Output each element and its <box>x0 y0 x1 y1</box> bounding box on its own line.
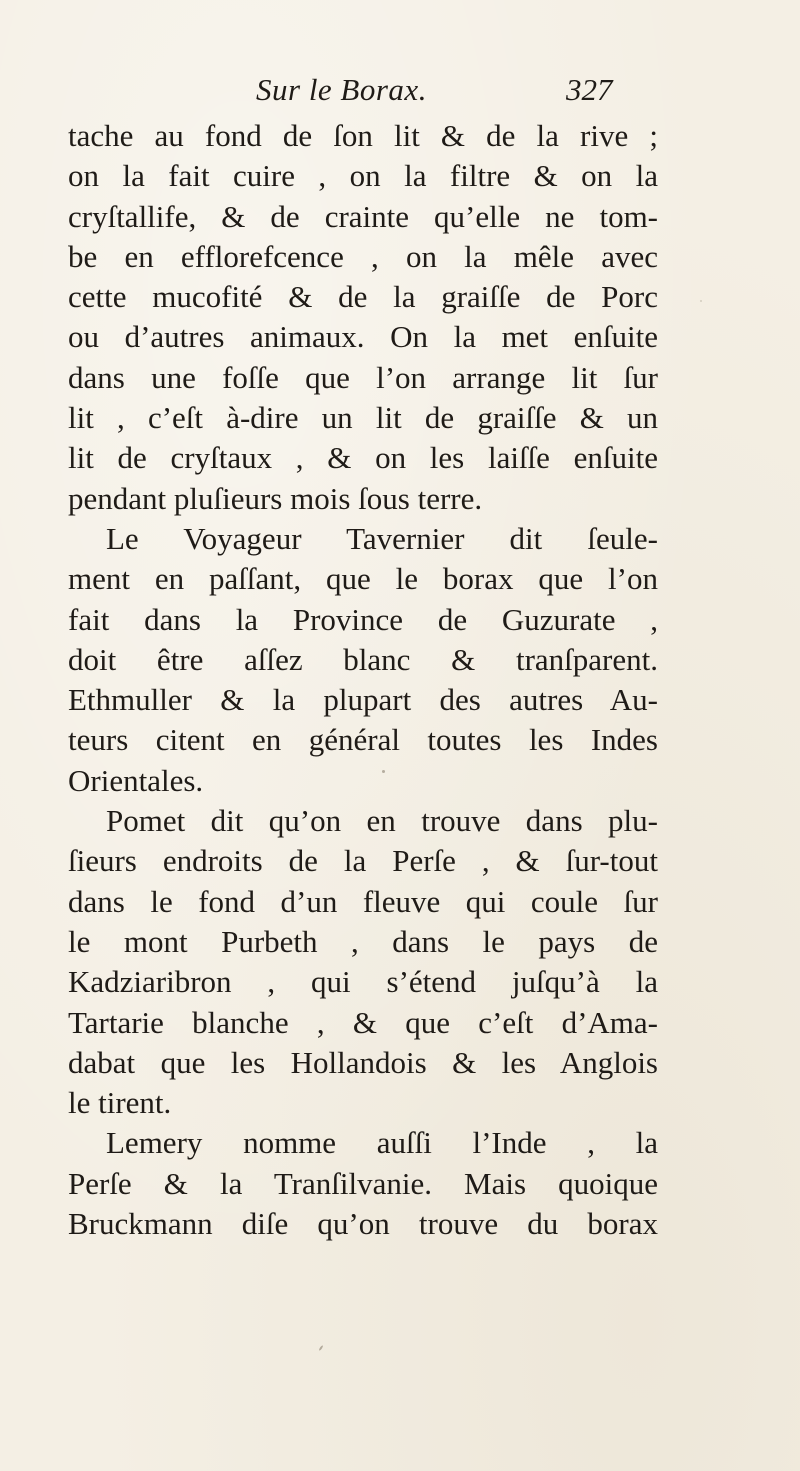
text-line: Bruckmann diſe qu’on trouve du borax <box>68 1206 658 1242</box>
page-header <box>0 72 800 122</box>
paper-speck <box>382 770 385 773</box>
paper-speck <box>318 1345 323 1351</box>
text-line: Tartarie blanche , & que c’eſt d’Ama- <box>68 1004 658 1040</box>
text-line: lit , c’eſt à-dire un lit de graiſſe & un <box>68 400 658 436</box>
text-line: ou d’autres animaux. On la met enſuite <box>68 319 658 355</box>
paragraph-end-line: pendant pluſieurs mois ſous terre. <box>68 480 483 516</box>
paragraph-start-line: Pomet dit qu’on en trouve dans plu- <box>106 803 658 839</box>
text-line: ment en paſſant, que le borax que l’on <box>68 561 658 597</box>
text-line: Perſe & la Tranſilvanie. Mais quoique <box>68 1165 658 1201</box>
paragraph-start-line: Le Voyageur Tavernier dit ſeule- <box>106 520 658 556</box>
text-line: cette mucofité & de la graiſſe de Porc <box>68 279 658 315</box>
text-line: dabat que les Hollandois & les Anglois <box>68 1044 658 1080</box>
text-line: Ethmuller & la plupart des autres Au- <box>68 682 658 718</box>
text-line: dans une foſſe que l’on arrange lit ſur <box>68 359 658 395</box>
text-line: tache au fond de ſon lit & de la rive ; <box>68 118 658 153</box>
text-line: le mont Purbeth , dans le pays de <box>68 923 658 959</box>
paragraph-start-line: Lemery nomme auſſi l’Inde , la <box>106 1125 658 1161</box>
text-line: doit être aſſez blanc & tranſparent. <box>68 641 658 677</box>
text-line: on la fait cuire , on la filtre & on la <box>68 158 658 194</box>
text-line: fait dans la Province de Guzurate , <box>68 601 658 637</box>
text-line: Kadziaribron , qui s’étend juſqu’à la <box>68 964 658 1000</box>
text-line: ſieurs endroits de la Perſe , & ſur-tout <box>68 843 658 879</box>
text-line: dans le fond d’un fleuve qui coule ſur <box>68 883 658 919</box>
text-line: lit de cryſtaux , & on les laiſſe enſuite <box>68 440 658 476</box>
text-line: be en efflorefcence , on la mêle avec <box>68 238 658 274</box>
text-line: cryſtallife, & de crainte qu’elle ne tom- <box>68 198 658 234</box>
paragraph-end-line: le tirent. <box>68 1085 172 1121</box>
running-title: Sur le Borax. <box>256 72 427 107</box>
paragraph-end-line: Orientales. <box>68 762 204 798</box>
page-number: 327 <box>566 72 613 107</box>
body-text <box>68 116 658 1244</box>
text-line: teurs citent en général toutes les Indes <box>68 722 658 758</box>
paper-speck <box>700 300 702 302</box>
